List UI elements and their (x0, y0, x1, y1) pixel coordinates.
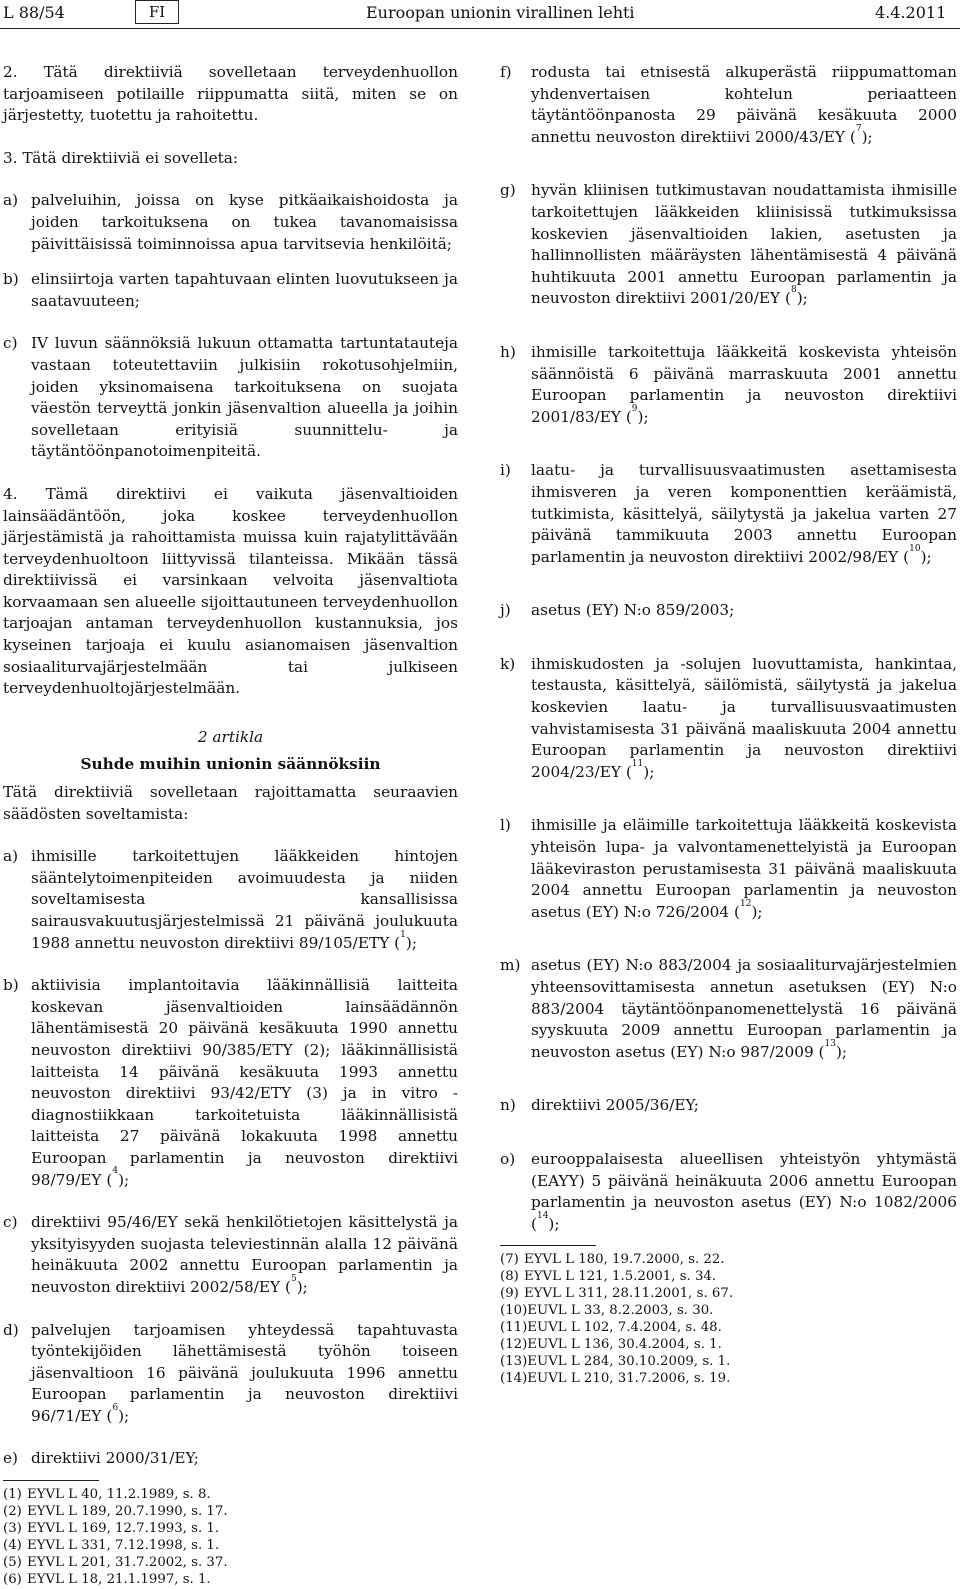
item-text: direktiivi 2005/36/EY; (531, 1096, 699, 1115)
item-text: palvelujen tarjoamisen yhteydessä tapahtuvasta työntekijöiden lähettämisestä työhön toiseen jäsenvaltioon 16 päivänä joulukuuta 1996 annettu Euroopan parlamentin ja neuvoston direktiivi 96/71/EY ( (31, 1320, 458, 1425)
item-label: i) (500, 461, 511, 480)
footnote-text: EUVL L 102, 7.4.2004, s. 48. (527, 1319, 722, 1335)
item-label: m) (500, 956, 521, 975)
article-title: Suhde muihin unionin säännöksiin (80, 755, 381, 774)
article-intro: Tätä direktiiviä sovelletaan rajoittamatta seuraavien säädösten soveltamista: (3, 783, 458, 823)
item-tail: ); (296, 1277, 308, 1296)
footnote-number: (3) (3, 1520, 22, 1536)
paragraph-3: 3. Tätä direktiiviä ei sovelleta: (3, 148, 239, 167)
list-item (500, 460, 957, 568)
footnote-ref: 4 (112, 1166, 119, 1177)
footnote-text: EYVL L 180, 19.7.2000, s. 22. (524, 1252, 725, 1268)
item-label: e) (3, 1449, 19, 1468)
footnote-number: (5) (3, 1554, 22, 1570)
list-item (500, 62, 957, 148)
item-text: rodusta tai etnisestä alkuperästä riippumattoman yhdenvertaisen kohtelun periaatteen täytäntöönpanosta 29 päivänä kesäkuuta 2000 annettu neuvoston direktiivi 2000/43/EY ( (531, 63, 957, 146)
footnote-number: (13) (500, 1353, 528, 1369)
footnote (500, 1371, 957, 1388)
footnote-number: (9) (500, 1286, 519, 1302)
paragraph-2: 2. Tätä direktiiviä sovelletaan terveydenhuollon tarjoamiseen potilaille riippumatta siitä, miten se on järjestetty, tuotettu ja rahoitettu. (3, 63, 458, 125)
footnote (500, 1337, 957, 1354)
item-label: a) (3, 847, 19, 866)
footnote-ref: 9 (631, 403, 638, 414)
article-number: 2 artikla (197, 727, 264, 746)
footnote-ref: 14 (536, 1210, 549, 1221)
footnote-text: EUVL L 136, 30.4.2004, s. 1. (527, 1336, 722, 1352)
list-item (3, 333, 458, 463)
page-number: L 88/54 (3, 3, 65, 22)
item-tail: ); (751, 902, 763, 921)
header-rule (0, 28, 960, 29)
item-text: direktiivi 95/46/EY sekä henkilötietojen käsittelystä ja yksityisyyden suojasta televiestinnän alalla 12 päivänä heinäkuuta 2002 annettu Euroopan parlamentin ja neuvoston direktiivi 2002/58/EY ( (31, 1213, 458, 1296)
footnote-number: (8) (500, 1269, 519, 1285)
list-item (3, 1448, 458, 1470)
footnote-ref: 11 (631, 758, 644, 769)
footnote-number: (1) (3, 1487, 22, 1503)
list-item (3, 269, 458, 312)
footnote-text: EUVL L 33, 8.2.2003, s. 30. (527, 1303, 714, 1319)
language-badge: FI (135, 0, 179, 24)
footnote-number: (12) (500, 1336, 528, 1352)
item-text: asetus (EY) N:o 883/2004 ja sosiaaliturvajärjestelmien yhteensovittamisesta annetun asetuksen (EY) N:o 883/2004 täytäntöönpanomenettelystä 16 päivänä syyskuuta 2009 annettu Euroopan parlamentin ja neuvoston asetus (EY) N:o 987/2009 ( (531, 956, 957, 1061)
footnote-number: (7) (500, 1252, 519, 1268)
list-item (3, 846, 458, 954)
item-label: k) (500, 654, 516, 673)
item-text: aktiivisia implantoitavia lääkinnällisiä laitteita koskevan jäsenvaltioiden lainsäädännön lähentämisestä 20 päivänä kesäkuuta 1990 annettu neuvoston direktiivi 90/385/ETY (2); lääkinnällisistä laitteista 14 päivänä kesäkuuta 1993 annettu neuvoston direktiivi 93/42/ETY (3) ja in vitro -diagnostiikkaan tarkoitetuista lääkinnällisistä laitteista 27 päivänä lokakuuta 1998 annettu Euroopan parlamentin ja neuvoston direktiivi 98/79/EY ( (31, 976, 458, 1189)
footnote (500, 1269, 957, 1286)
footnote-ref: 7 (855, 123, 862, 134)
footnote-ref: 10 (909, 543, 921, 554)
footnote-text: EYVL L 169, 12.7.1993, s. 1. (27, 1520, 220, 1536)
item-tail: ); (643, 762, 655, 781)
item-label: o) (500, 1149, 516, 1168)
list-item (3, 975, 458, 1191)
list-item (3, 1212, 458, 1298)
footnote-text: EYVL L 311, 28.11.2001, s. 67. (524, 1286, 734, 1302)
page-header (0, 0, 960, 30)
paragraph-4: 4. Tämä direktiivi ei vaikuta jäsenvaltioiden lainsäädäntöön, joka koskee terveydenhuollon järjestämistä ja rahoittamista muissa kuin rajatylittävään terveydenhuoltoon liittyvissä tilanteissa. Mikään tässä direktiivissä ei varsinkaan velvoita jäsenvaltiota korvaamaan sen alueelle sijoittautuneen terveydenhuollon tarjoajan antaman terveydenhuollon kustannuksia, jos kyseinen tarjoaja ei kuulu asianomaisen jäsenvaltion sosiaaliturvajärjestelmään tai julkiseen terveydenhuoltojärjestelmään. (3, 484, 458, 698)
footnote-number: (14) (500, 1370, 528, 1386)
item-label: b) (3, 976, 19, 995)
list-item (500, 815, 957, 923)
item-text: hyvän kliinisen tutkimustavan noudattamista ihmisille tarkoitettujen lääkkeiden kliinisissä tutkimuksissa koskevien jäsenvaltioiden lakien, asetusten ja hallinnollisten määräysten lähentämisestä 4 päivänä huhtikuuta 2001 annettu Euroopan parlamentin ja neuvoston direktiivi 2001/20/EY ( (531, 181, 957, 308)
footnote-ref: 1 (400, 929, 406, 940)
item-text: ihmisille tarkoitettuja lääkkeitä koskevista yhteisön säännöistä 6 päivänä marraskuuta 2001 annettu Euroopan parlamentin ja neuvoston direktiivi 2001/83/EY ( (531, 342, 957, 426)
item-text: ihmiskudosten ja -solujen luovuttamista, hankintaa, testausta, käsittelyä, säilömistä, säilytystä ja jakelua koskevien laatu- ja turvallisuusvaatimusten vahvistamisesta 31 päivänä maaliskuuta 2004 annettu Euroopan parlamentin ja neuvoston direktiivi 2004/23/EY ( (531, 654, 957, 781)
item-tail: ); (637, 407, 649, 426)
list-item (500, 955, 957, 1063)
footnote (500, 1286, 957, 1303)
footnote (500, 1303, 957, 1320)
footnote-ref: 12 (739, 898, 752, 909)
footnote-number: (4) (3, 1537, 22, 1553)
list-item (500, 600, 957, 622)
footnote-text: EYVL L 40, 11.2.1989, s. 8. (27, 1487, 211, 1503)
footnote-text: EYVL L 331, 7.12.1998, s. 1. (27, 1537, 220, 1553)
footnote (3, 1572, 458, 1589)
item-tail: ); (118, 1170, 130, 1189)
footnote-ref: 5 (290, 1273, 297, 1284)
footnote (3, 1521, 458, 1538)
footnote (500, 1252, 957, 1269)
footnote-text: EYVL L 18, 21.1.1997, s. 1. (27, 1571, 211, 1587)
item-tail: ); (835, 1042, 848, 1061)
footnote-text: EYVL L 189, 20.7.1990, s. 17. (27, 1503, 228, 1519)
list-item (500, 180, 957, 310)
footnote-rule (3, 1480, 99, 1481)
item-text: ihmisille ja eläimille tarkoitettuja lääkkeitä koskevista yhteisön lupa- ja valvontamenettelyistä ja Euroopan lääkeviraston perustamisesta 31 päivänä maaliskuuta 2004 annettu Euroopan parlamentin ja neuvoston asetus (EY) N:o 726/2004 ( (531, 816, 957, 921)
footnote (3, 1538, 458, 1555)
footnote-text: EYVL L 121, 1.5.2001, s. 34. (524, 1269, 717, 1285)
footnote-number: (10) (500, 1303, 528, 1319)
left-column (3, 62, 458, 1589)
item-tail: ); (548, 1214, 560, 1233)
list-item (500, 654, 957, 784)
item-label: n) (500, 1096, 516, 1115)
item-text: direktiivi 2000/31/EY; (31, 1449, 199, 1468)
list-item (3, 190, 458, 255)
footnotes-left (3, 1487, 458, 1588)
item-label: c) (3, 1213, 18, 1232)
item-text: IV luvun säännöksiä lukuun ottamatta tartuntatauteja vastaan toteutettaviin julkisiin rokotusohjelmiin, joiden yksinomaisena tarkoituksena on suojata väestön terveyttä jonkin jäsenvaltion alueella ja joihin sovelletaan erityisiä suunnittelu- ja täytäntöönpanotoimenpiteitä. (31, 334, 458, 461)
item-text: asetus (EY) N:o 859/2003; (531, 601, 735, 620)
footnote (3, 1555, 458, 1572)
item-text: laatu- ja turvallisuusvaatimusten asettamisesta ihmisveren ja veren komponenttien keräämistä, tutkimista, käsittelyä, säilytystä ja jakelua varten 27 päivänä tammikuuta 2003 annettu Euroopan parlamentin ja neuvoston direktiivi 2002/98/EY ( (531, 461, 957, 566)
issue-date: 4.4.2011 (875, 3, 947, 22)
item-label: b) (3, 270, 19, 289)
footnote-text: EUVL L 210, 31.7.2006, s. 19. (527, 1370, 731, 1386)
footnote-number: (2) (3, 1503, 22, 1519)
item-label: a) (3, 191, 19, 210)
footnote-number: (11) (500, 1319, 528, 1335)
item-tail: ); (118, 1406, 130, 1425)
item-tail: ); (405, 933, 417, 952)
item-label: c) (3, 334, 18, 353)
item-tail: ); (796, 289, 808, 308)
footnote (3, 1504, 458, 1521)
footnote (3, 1487, 458, 1504)
list-item (500, 342, 957, 428)
item-tail: ); (920, 547, 932, 566)
right-column (500, 62, 957, 1388)
item-text: ihmisille tarkoitettujen lääkkeiden hintojen sääntelytoimenpiteiden avoimuudesta ja niiden soveltamisesta kansallisissa sairausvakuutusjärjestelmissä 21 päivänä joulukuuta 1988 annettu neuvoston direktiivi 89/105/ETY ( (31, 847, 458, 952)
item-label: j) (500, 601, 511, 620)
footnote-number: (6) (3, 1571, 22, 1587)
list-item (3, 1320, 458, 1428)
item-text: eurooppalaisesta alueellisen yhteistyön yhtymästä (EAYY) 5 päivänä heinäkuuta 2006 annettu Euroopan parlamentin ja neuvoston asetus (EY) N:o 1082/2006 ( (531, 1149, 957, 1233)
list-item (500, 1149, 957, 1235)
footnote-ref: 13 (824, 1038, 836, 1049)
item-label: f) (500, 63, 512, 81)
footnote-text: EYVL L 201, 31.7.2002, s. 37. (27, 1554, 228, 1570)
item-text: palveluihin, joissa on kyse pitkäaikaishoidosta ja joiden tarkoituksena on tukea tavanomaisissa päivittäisissä toiminnoissa apua tarvitsevia henkilöitä; (31, 191, 458, 253)
item-label: h) (500, 342, 516, 361)
footnote (500, 1354, 957, 1371)
footnotes-right (500, 1252, 957, 1387)
journal-title: Euroopan unionin virallinen lehti (366, 3, 635, 22)
item-label: l) (500, 816, 511, 835)
footnote (500, 1320, 957, 1337)
footnote-rule (500, 1245, 596, 1246)
list-item (500, 1095, 957, 1117)
item-tail: ); (861, 127, 873, 146)
item-text: elinsiirtoja varten tapahtuvaan elinten luovutukseen ja saatavuuteen; (31, 270, 458, 310)
footnote-ref: 6 (112, 1402, 119, 1413)
footnote-ref: 8 (790, 285, 797, 296)
footnote-text: EUVL L 284, 30.10.2009, s. 1. (527, 1353, 731, 1369)
item-label: d) (3, 1320, 19, 1339)
item-label: g) (500, 181, 516, 200)
